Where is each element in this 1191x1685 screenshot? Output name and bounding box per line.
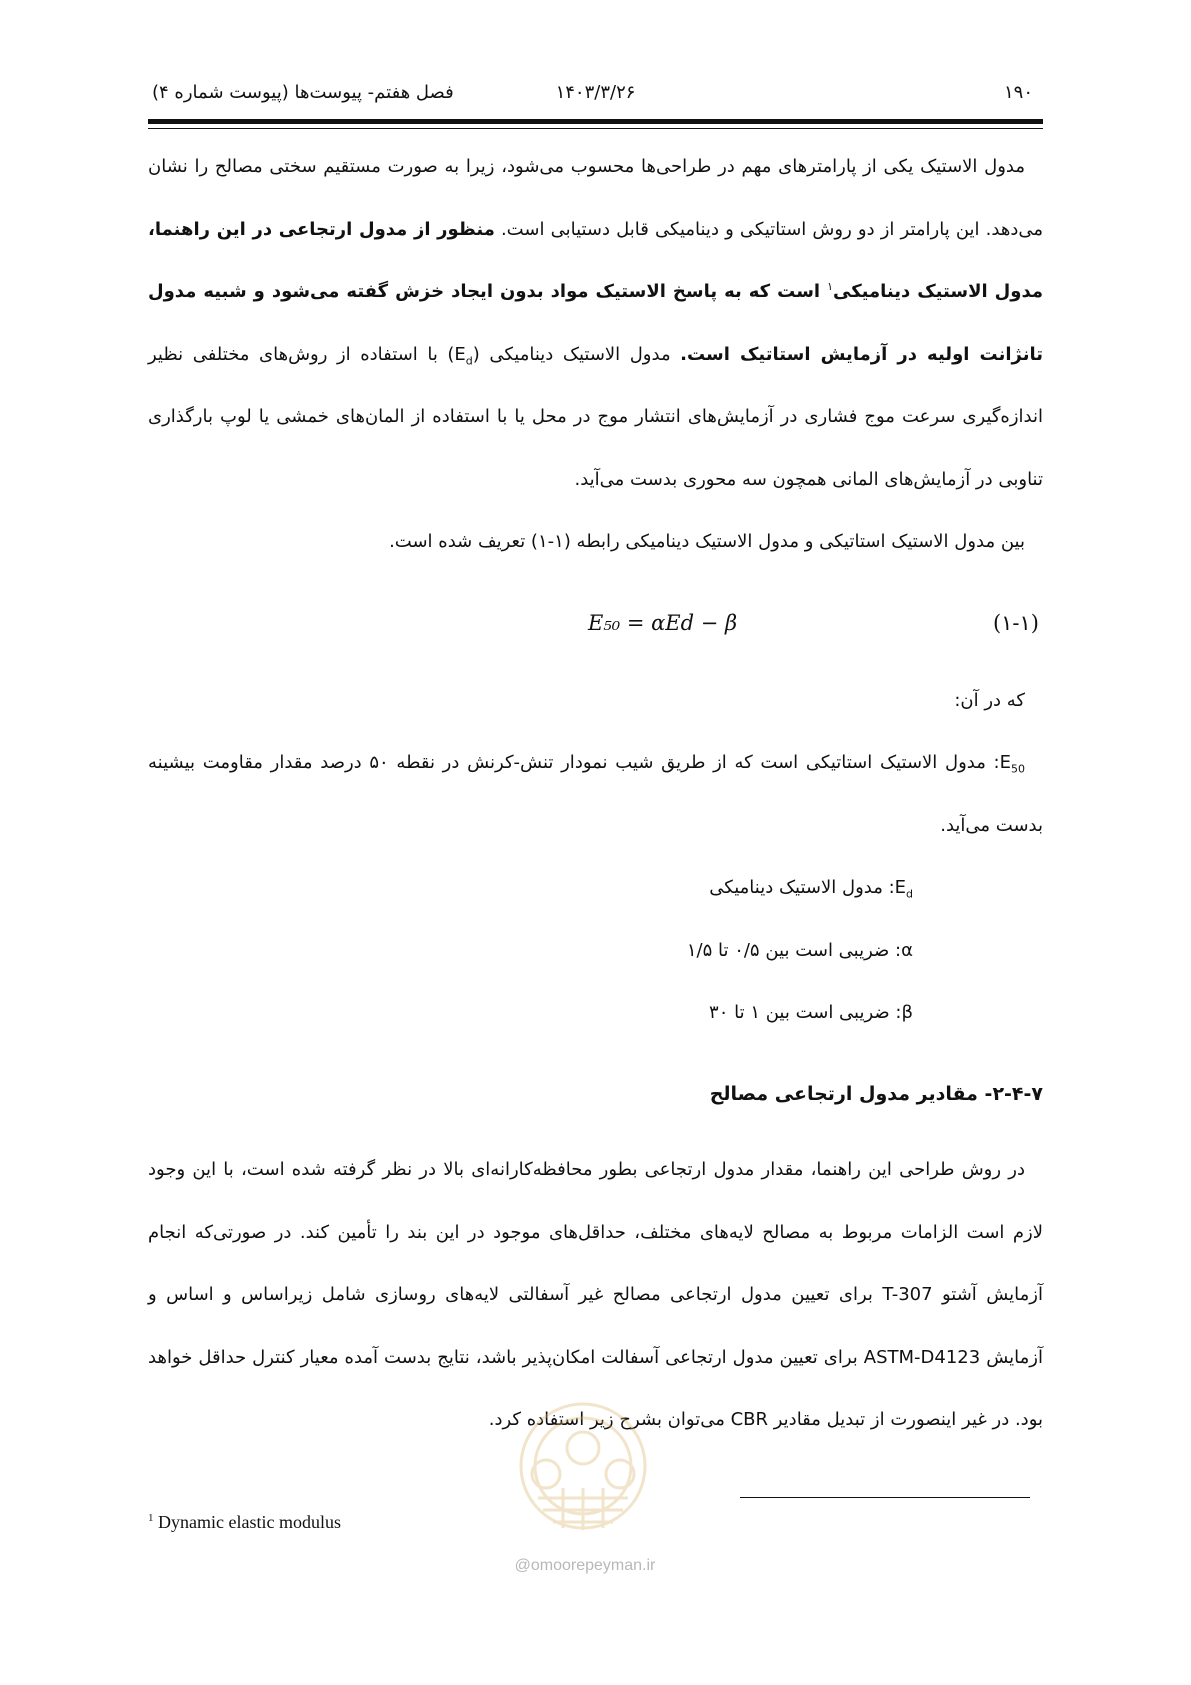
symbol: E xyxy=(999,752,1011,773)
header-date: ۱۴۰۳/۳/۲۶ xyxy=(555,82,636,103)
paragraph-relation: بین مدول الاستیک استاتیکی و مدول الاستیک دینامیکی رابطه (۱-۱) تعریف شده است. xyxy=(389,531,1025,552)
footnote-number: 1 xyxy=(148,1512,154,1524)
subscript: d xyxy=(465,354,473,368)
bold-definition: منظور از مدول ارتجاعی در این راهنما، مدول الاستیک دینامیکی xyxy=(148,218,1043,302)
section-paragraph: در روش طراحی این راهنما، مقدار مدول ارتجاعی بطور محافظه‌کارانه‌ای بالا در نظر گرفته شده است، با این وجود لازم است الزامات مربوط به مصالح لایه‌های مختلف، حداقل‌های موجود در این بند را تأمین کند. در صورتی‌که انجام آزمایش آشتو T-307 برای تعیین مدول ارتجاعی مصالح غیر آسفالتی لایه‌های روسازی شامل زیراساس و اساس و آزمایش ASTM-D4123 برای تعیین مدول ارتجاعی آسفالت امکان‌پذیر باشد، نتایج بدست آمده معیار کنترل حداقل خواهد بود. در غیر اینصورت از تبدیل مقادیر CBR می‌توان بشرح زیر استفاده کرد. xyxy=(148,1159,1043,1430)
header-chapter-title: فصل هفتم- پیوست‌ها (پیوست شماره ۴) xyxy=(152,82,454,103)
watermark-logo-icon xyxy=(488,1388,678,1548)
section-heading: ۲-۴-۷- مقادیر مدول ارتجاعی مصالح xyxy=(709,1082,1043,1105)
watermark-url: @omoorepeyman.ir xyxy=(514,1557,656,1574)
definition-text: : مدول الاستیک دینامیکی xyxy=(709,877,895,898)
bold-definition-continued: است که به پاسخ الاستیک مواد بدون ایجاد خزش گفته می‌شود و شبیه مدول تانژانت اولیه در آزمایش استاتیک است. xyxy=(148,281,1043,365)
paragraph-text: ) با استفاده از روش‌های مختلفی نظیر اندازه‌گیری سرعت موج فشاری در آزمایش‌های انتشار موج در محل یا با استفاده از المان‌های خمشی یا لوپ بارگذاری تناوبی در آزمایش‌های المانی همچون سه محوری بدست می‌آید. xyxy=(148,343,1043,490)
header-rule-thick xyxy=(148,119,1043,124)
paragraph-text: مدول الاستیک یکی از پارامترهای مهم در طراحی‌ها محسوب می‌شود، زیرا به صورت مستقیم سختی مصالح را نشان می‌دهد. این پارامتر از دو روش استاتیکی و دینامیکی قابل دستیابی است. xyxy=(148,156,1043,240)
footnote-reference: ۱ xyxy=(827,280,833,293)
definition-e50 xyxy=(148,732,1043,857)
definitions-list xyxy=(148,732,1043,1045)
page-number: ۱۹۰ xyxy=(1003,82,1033,103)
equation-block xyxy=(148,574,1043,670)
definition-beta: β: ضریبی است بین ۱ تا ۳۰ xyxy=(709,1002,913,1023)
footnote-text: Dynamic elastic modulus xyxy=(153,1512,341,1532)
page-header xyxy=(148,78,1043,114)
definition-ed xyxy=(148,857,1043,920)
page-content xyxy=(148,136,1043,1452)
header-rule-thin xyxy=(148,128,1043,129)
footnote xyxy=(148,1512,341,1533)
equation-formula: E₅₀ = αE𝑑 − β xyxy=(588,610,738,635)
subscript: 50 xyxy=(1011,762,1025,776)
subscript: d xyxy=(906,887,913,901)
definition-text: : مدول الاستیک استاتیکی است که از طریق شیب نمودار تنش-کرنش در نقطه ۵۰ درصد مقدار مقاومت بیشینه بدست می‌آید. xyxy=(148,752,1043,836)
definition-alpha: α: ضریبی است بین ۰/۵ تا ۱/۵ xyxy=(686,939,913,961)
equation-number: (۱-۱) xyxy=(992,610,1039,635)
paragraph-text: مدول الاستیک دینامیکی (E xyxy=(454,343,681,365)
symbol: E xyxy=(894,877,907,898)
footnote-separator xyxy=(740,1497,1030,1498)
where-label: که در آن: xyxy=(954,689,1025,711)
paragraph-elastic-modulus xyxy=(148,136,1043,511)
